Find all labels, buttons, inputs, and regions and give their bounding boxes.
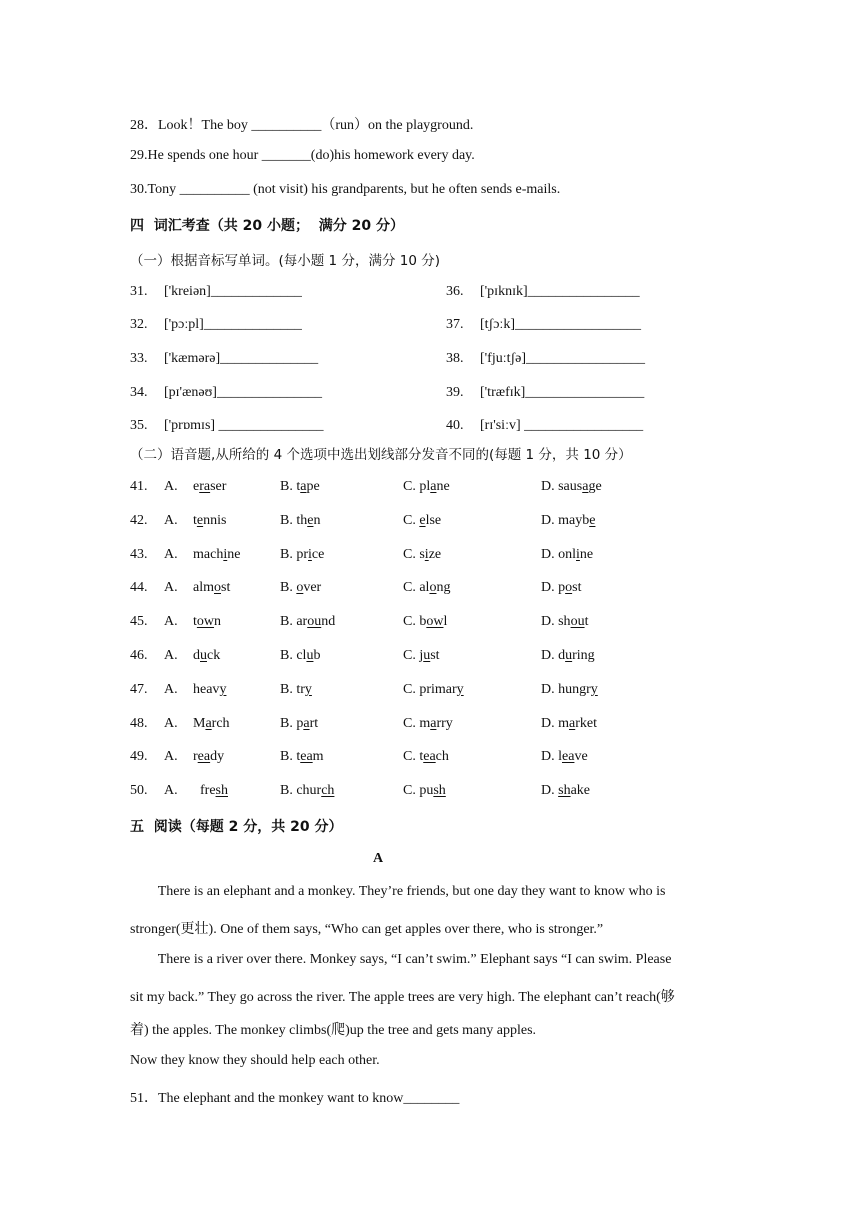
underlined-part: ra: [199, 479, 211, 494]
question-number: 45.: [130, 614, 148, 630]
word-part: ver: [303, 580, 322, 596]
section-4-part-2-title: （二）语音题,从所给的 4 个选项中选出划线部分发音不同的(每题 1 分，共 10 分）: [130, 447, 632, 463]
option-letter: A.: [164, 614, 178, 630]
question-number: 41.: [130, 479, 148, 494]
word-part: B. ar: [280, 614, 308, 630]
word-part: B. tr: [280, 681, 305, 697]
phonetic-row: [130, 418, 750, 438]
phonetic-number: 32.: [130, 317, 148, 332]
underlined-part: y: [219, 681, 227, 697]
option-word: [193, 547, 240, 563]
option-word: [193, 783, 232, 799]
option-d: [541, 716, 597, 732]
option-c: [403, 783, 446, 799]
pronunciation-row: [130, 783, 750, 803]
option-d: [541, 614, 588, 630]
word-part: M: [193, 715, 206, 731]
phonetic-number: 31.: [130, 284, 148, 299]
word-part: B.: [280, 580, 297, 596]
underlined-part: e: [589, 512, 596, 528]
word-part: st: [572, 580, 582, 596]
option-c: [403, 682, 464, 698]
pronunciation-row: [130, 749, 750, 769]
underlined-part: ou: [307, 614, 322, 630]
underlined-part: ch: [321, 783, 335, 799]
underlined-part: ou: [570, 614, 585, 630]
phonetic-row: [130, 385, 750, 405]
underlined-part: e: [196, 512, 204, 528]
option-b: [280, 682, 312, 698]
passage-line: 着) the apples. The monkey climbs(爬)up the tree and gets many apples.: [130, 1023, 537, 1038]
word-part: [228, 783, 232, 798]
word-part: C. pl: [403, 479, 431, 494]
option-d: [541, 682, 598, 698]
underlined-part: a: [430, 479, 437, 494]
word-part: ck: [207, 648, 221, 663]
option-c: [403, 547, 441, 563]
underlined-part: sh: [558, 783, 571, 799]
word-part: C.: [403, 512, 420, 528]
word-part: st: [430, 648, 440, 663]
pronunciation-row: [130, 479, 750, 499]
word-part: t: [193, 512, 197, 528]
word-part: d: [193, 648, 200, 663]
question-number: 49.: [130, 749, 148, 765]
option-c: [403, 648, 440, 664]
word-part: t: [584, 614, 589, 630]
phonetic-item: [pɪ'ænəʊ]_______________: [164, 385, 322, 400]
option-d: [541, 783, 590, 799]
option-a: [164, 479, 227, 495]
option-word: [193, 749, 224, 765]
option-b: [280, 716, 318, 732]
option-a: [164, 749, 225, 765]
phonetic-number: 35.: [130, 418, 148, 433]
underlined-part: a: [205, 715, 212, 731]
underlined-part: y: [590, 681, 598, 697]
pronunciation-row: [130, 716, 750, 736]
word-part: D. l: [541, 749, 562, 765]
option-c: [403, 479, 450, 495]
word-part: B. t: [280, 479, 301, 494]
option-a: [164, 681, 227, 698]
word-part: ake: [570, 783, 591, 799]
question-number: 46.: [130, 648, 148, 663]
option-c: [403, 614, 447, 630]
word-part: B. pr: [280, 546, 308, 562]
word-part: D. m: [541, 715, 569, 731]
word-part: dy: [210, 749, 225, 765]
word-part: D. sh: [541, 614, 571, 630]
word-part: ch: [435, 749, 449, 765]
section-4-title: 四 词汇考查（共 20 小题； 满分 20 分）: [130, 218, 404, 234]
phonetic-item: ['pɪknɪk]________________: [480, 284, 640, 299]
section-4-part-1-title: （一）根据音标写单词。(每小题 1 分，满分 10 分): [130, 253, 440, 269]
underlined-part: a: [300, 479, 307, 494]
option-b: [280, 648, 320, 664]
option-letter: A.: [164, 648, 178, 663]
phonetic-number: 38.: [446, 351, 464, 366]
word-part: C. m: [403, 715, 431, 731]
word-part: rry: [436, 715, 453, 731]
word-part: lse: [425, 512, 442, 528]
phonetic-number: 34.: [130, 385, 148, 400]
option-letter: A.: [164, 681, 178, 697]
underlined-part: ea: [197, 749, 211, 765]
word-part: C. t: [403, 749, 424, 765]
underlined-part: e: [419, 512, 426, 528]
phonetic-item: ['pɔːpl]______________: [164, 317, 302, 332]
option-b: [280, 513, 320, 529]
word-part: b: [313, 648, 321, 663]
passage-label: A: [372, 851, 384, 866]
underlined-part: i: [223, 546, 228, 562]
word-part: ring: [572, 648, 595, 663]
word-part: C. primar: [403, 681, 457, 697]
word-part: nnis: [203, 512, 227, 528]
word-part: C. b: [403, 614, 427, 630]
pronunciation-row: [130, 580, 750, 600]
question-number: 48.: [130, 715, 148, 731]
option-word: [193, 648, 220, 664]
option-letter: A.: [164, 479, 178, 494]
underlined-part: a: [430, 715, 437, 731]
option-b: [280, 749, 324, 765]
word-part: ze: [428, 546, 442, 562]
option-a: [164, 783, 228, 799]
option-c: [403, 513, 441, 529]
word-part: ng: [436, 580, 451, 596]
underlined-part: i: [424, 546, 429, 562]
option-c: [403, 580, 450, 596]
option-a: [164, 614, 222, 630]
underlined-part: ow: [426, 614, 444, 630]
pronunciation-row: [130, 682, 750, 702]
option-word: [193, 479, 226, 495]
phonetic-item: ['fjuːtʃə]_________________: [480, 351, 646, 366]
phonetic-item: ['kæmərə]______________: [164, 351, 319, 366]
question-29: 29.He spends one hour _______(do)his homework every day.: [130, 148, 475, 163]
pronunciation-row: [130, 614, 750, 634]
question-number: 50.: [130, 783, 148, 799]
underlined-part: i: [308, 546, 312, 562]
underlined-part: u: [565, 648, 573, 663]
option-letter: A.: [164, 783, 178, 799]
phonetic-item: [rɪ'siːv] _________________: [480, 418, 644, 433]
option-d: [541, 513, 595, 529]
question-28: 28．Look！The boy __________（run）on the playground.: [130, 118, 474, 133]
question-51: 51．The elephant and the monkey want to know________: [130, 1091, 460, 1106]
section-5-title: 五 阅读（每题 2 分，共 20 分）: [130, 819, 343, 835]
option-letter: A.: [164, 546, 178, 562]
option-a: [164, 715, 230, 732]
passage-line: sit my back.” They go across the river. The apple trees are very high. The elephant can’t reach(够: [130, 990, 675, 1005]
word-part: D. onl: [541, 546, 576, 562]
word-part: ne: [436, 479, 450, 494]
word-part: B. t: [280, 749, 301, 765]
underlined-part: y: [304, 681, 312, 697]
question-number: 43.: [130, 546, 148, 562]
word-part: n: [214, 614, 222, 630]
option-letter: A.: [164, 512, 178, 528]
underlined-part: sh: [433, 783, 446, 799]
word-part: fre: [193, 783, 216, 799]
option-word: [193, 716, 230, 732]
word-part: l: [443, 614, 448, 630]
word-part: C. al: [403, 580, 430, 596]
option-a: [164, 580, 231, 596]
option-c: [403, 716, 453, 732]
underlined-part: ea: [300, 749, 313, 765]
pronunciation-row: [130, 547, 750, 567]
underlined-part: sh: [215, 783, 228, 799]
underlined-part: ea: [423, 749, 436, 765]
word-part: mach: [193, 546, 224, 562]
underlined-part: e: [307, 512, 314, 528]
word-part: st: [221, 580, 231, 596]
option-word: [193, 513, 226, 529]
question-number: 44.: [130, 580, 148, 596]
option-b: [280, 783, 334, 799]
phonetic-row: [130, 317, 750, 337]
word-part: D. saus: [541, 479, 583, 494]
phonetic-item: ['kreiən]_____________: [164, 284, 302, 299]
word-part: B. cl: [280, 648, 307, 663]
word-part: alm: [193, 580, 214, 596]
word-part: nd: [321, 614, 336, 630]
word-part: ce: [311, 546, 325, 562]
passage-line: stronger(更壮). One of them says, “Who can get apples over there, who is stronger.”: [130, 922, 604, 937]
word-part: heav: [193, 681, 220, 697]
underlined-part: ow: [196, 614, 215, 630]
option-c: [403, 749, 449, 765]
word-part: C. s: [403, 546, 425, 562]
underlined-part: o: [565, 580, 573, 596]
phonetic-number: 39.: [446, 385, 464, 400]
word-part: C. j: [403, 648, 424, 663]
word-part: t: [193, 614, 197, 630]
word-part: ser: [210, 479, 227, 494]
word-part: B. th: [280, 512, 308, 528]
word-part: B. chur: [280, 783, 322, 799]
phonetic-item: ['træfɪk]_________________: [480, 385, 645, 400]
word-part: pe: [306, 479, 320, 494]
option-d: [541, 749, 588, 765]
word-part: ve: [574, 749, 588, 765]
word-part: rt: [309, 715, 319, 731]
underlined-part: o: [214, 580, 221, 596]
word-part: D. d: [541, 648, 566, 663]
word-part: e: [193, 479, 200, 494]
word-part: n: [313, 512, 321, 528]
word-part: rch: [211, 715, 230, 731]
word-part: C. pu: [403, 783, 434, 799]
option-d: [541, 479, 602, 495]
word-part: r: [193, 749, 198, 765]
underlined-part: a: [569, 715, 576, 731]
word-part: D. p: [541, 580, 566, 596]
underlined-part: a: [582, 479, 589, 494]
option-b: [280, 547, 324, 563]
option-letter: A.: [164, 749, 178, 765]
word-part: B. p: [280, 715, 304, 731]
option-d: [541, 648, 595, 664]
option-word: [193, 614, 221, 630]
passage-line: Now they know they should help each other.: [130, 1053, 380, 1068]
underlined-part: o: [429, 580, 437, 596]
word-part: ne: [227, 546, 241, 562]
option-d: [541, 547, 593, 563]
question-number: 47.: [130, 681, 148, 697]
word-part: rket: [575, 715, 597, 731]
underlined-part: u: [306, 648, 314, 663]
pronunciation-row: [130, 648, 750, 668]
option-a: [164, 512, 227, 529]
phonetic-number: 36.: [446, 284, 464, 299]
underlined-part: a: [303, 715, 310, 731]
word-part: D. hungr: [541, 681, 591, 697]
word-part: ge: [588, 479, 602, 494]
word-part: m: [312, 749, 324, 765]
option-d: [541, 580, 581, 596]
option-b: [280, 580, 321, 596]
underlined-part: i: [576, 546, 580, 562]
option-a: [164, 546, 241, 563]
option-b: [280, 614, 335, 630]
option-word: [193, 580, 230, 596]
option-letter: A.: [164, 715, 178, 731]
option-word: [193, 682, 226, 698]
phonetic-number: 40.: [446, 418, 464, 433]
passage-line: There is an elephant and a monkey. They’re friends, but one day they want to know who is: [130, 884, 666, 899]
underlined-part: o: [296, 580, 304, 596]
word-part: D. mayb: [541, 512, 590, 528]
underlined-part: u: [200, 648, 207, 663]
underlined-part: y: [456, 681, 464, 697]
option-b: [280, 479, 320, 495]
phonetic-row: [130, 284, 750, 304]
phonetic-row: [130, 351, 750, 371]
option-letter: A.: [164, 580, 178, 596]
question-number: 42.: [130, 512, 148, 528]
underlined-part: ea: [562, 749, 575, 765]
phonetic-number: 37.: [446, 317, 464, 332]
pronunciation-row: [130, 513, 750, 533]
phonetic-item: ['prɒmɪs] _______________: [164, 418, 324, 433]
phonetic-item: [tʃɔːk]__________________: [480, 317, 641, 332]
phonetic-number: 33.: [130, 351, 148, 366]
word-part: ne: [579, 546, 594, 562]
word-part: D.: [541, 783, 559, 799]
underlined-part: u: [423, 648, 431, 663]
option-a: [164, 648, 221, 664]
question-30: 30.Tony __________ (not visit) his grandparents, but he often sends e-mails.: [130, 182, 561, 197]
passage-line: There is a river over there. Monkey says, “I can’t swim.” Elephant says “I can swim. Please: [130, 952, 672, 967]
